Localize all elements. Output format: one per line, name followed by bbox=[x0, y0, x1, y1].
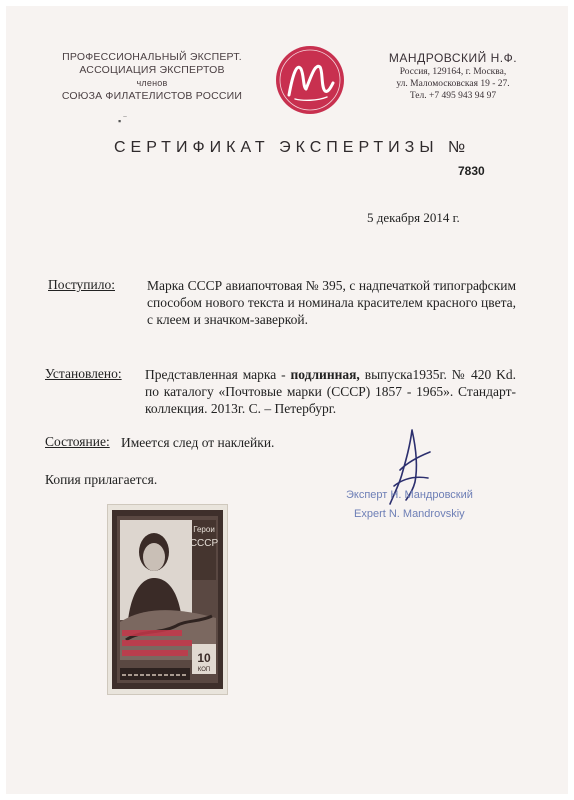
expert-stamp-line-ru: Эксперт Н. Мандровский bbox=[346, 489, 473, 501]
condition-label: Состояние: bbox=[45, 434, 110, 449]
postage-stamp-caption-1: Герои bbox=[193, 525, 215, 534]
established-post: выпуска1935г. № 420 Kd. по каталогу «Почтовые марки (СССР) 1857 - 1965». Стандарт-коллекция. 2013г. С. – Петербург. bbox=[145, 367, 517, 416]
received-label: Поступило: bbox=[48, 277, 115, 292]
postage-stamp-value: 10 bbox=[197, 651, 211, 665]
established-pre: Представленная марка - bbox=[145, 367, 291, 382]
mark-dots: ▪ ‾ bbox=[118, 116, 127, 126]
header-left-line-3: членов bbox=[136, 78, 168, 88]
certificate-number: 7830 bbox=[458, 164, 485, 178]
expert-phone: Тел. +7 495 943 94 97 bbox=[409, 91, 497, 101]
copy-note: Копия прилагается. bbox=[45, 472, 158, 487]
postage-stamp-photo bbox=[107, 504, 228, 695]
expert-address-2: ул. Маломосковская 19 - 27. bbox=[396, 79, 510, 89]
condition-text: Имеется след от наклейки. bbox=[121, 435, 275, 450]
established-label: Установлено: bbox=[45, 366, 122, 381]
certificate-title: СЕРТИФИКАТ ЭКСПЕРТИЗЫ № bbox=[114, 139, 471, 156]
certificate-sheet bbox=[6, 6, 568, 794]
received-text: Марка СССР авиапочтовая № 395, с надпечаткой типографским способом нового текста и номинала красителем красного цвета, с клеем и значком-заверкой. bbox=[147, 278, 516, 327]
expert-stamp-line-en: Expert N. Mandrovskiy bbox=[354, 508, 465, 520]
expert-logo bbox=[273, 43, 347, 117]
established-verdict: подлинная, bbox=[290, 367, 360, 382]
expert-address-1: Россия, 129164, г. Москва, bbox=[399, 67, 507, 77]
header-left-line-2: АССОЦИАЦИЯ ЭКСПЕРТОВ bbox=[79, 64, 225, 76]
established-text bbox=[145, 366, 516, 417]
header-association bbox=[48, 51, 256, 103]
postage-stamp-caption-2: СССР bbox=[189, 538, 219, 549]
header-left-line-1: ПРОФЕССИОНАЛЬНЫЙ ЭКСПЕРТ. bbox=[62, 51, 242, 63]
header-left-line-4: СОЮЗА ФИЛАТЕЛИСТОВ РОССИИ bbox=[61, 90, 243, 102]
postage-stamp-unit: КОП bbox=[197, 667, 211, 673]
header-expert bbox=[363, 51, 543, 102]
expert-stamp bbox=[346, 486, 473, 524]
postage-stamp-image bbox=[112, 510, 223, 689]
certificate-date: 5 декабря 2014 г. bbox=[367, 210, 460, 225]
expert-name: МАНДРОВСКИЙ Н.Ф. bbox=[388, 51, 518, 65]
